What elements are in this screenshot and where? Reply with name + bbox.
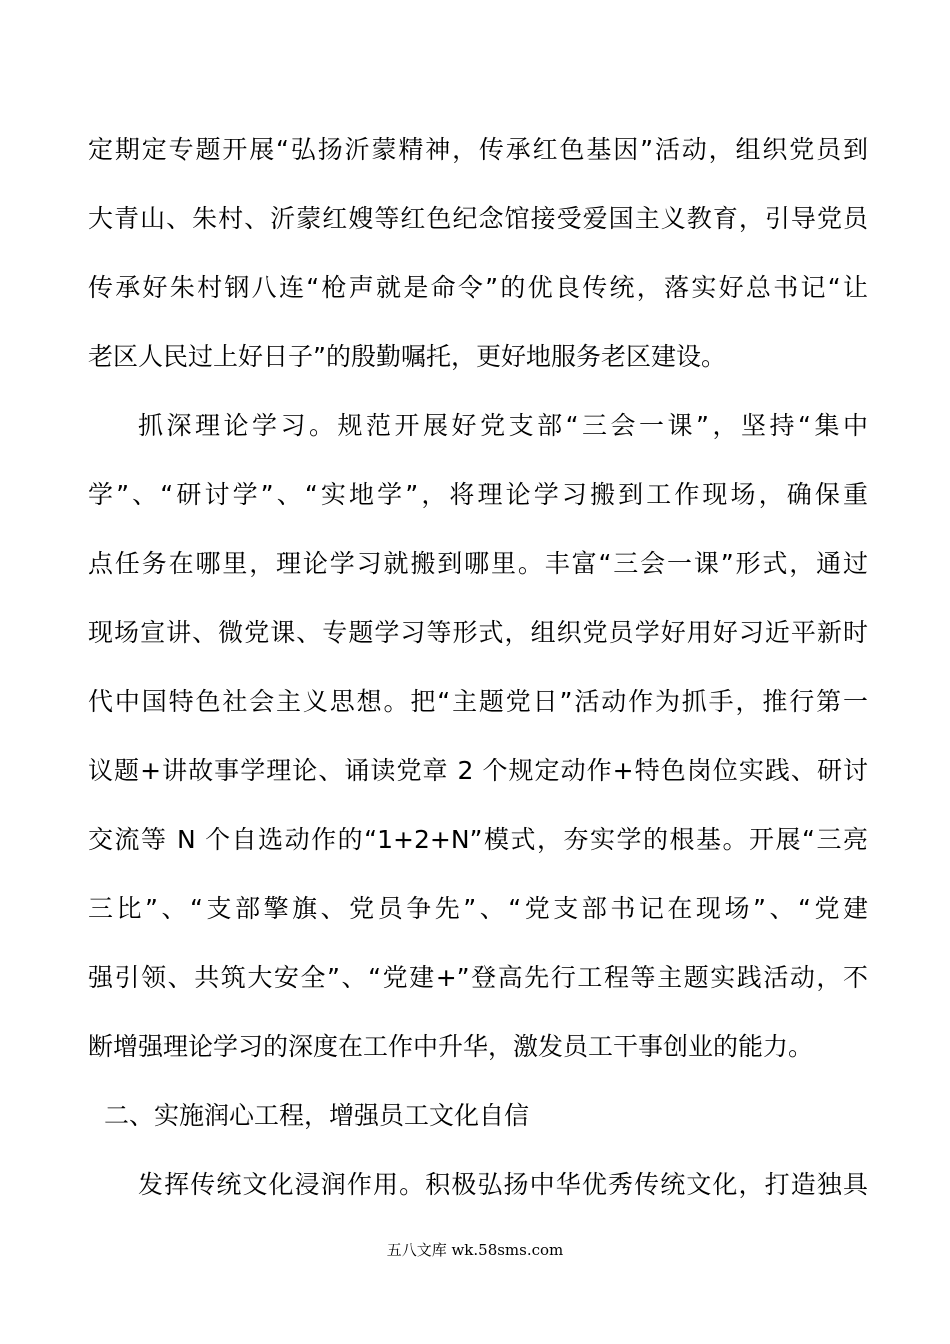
paragraph-line: 点任务在哪里，理论学习就搬到哪里。丰富“三会一课”形式，通过 [88, 549, 868, 578]
paragraph-line: 传承好朱村钢八连“枪声就是命令”的优良传统，落实好总书记“让 [88, 273, 868, 302]
section-heading: 二、实施润心工程，增强员工文化自信 [104, 1101, 530, 1130]
paragraph-line: 定期定专题开展“弘扬沂蒙精神，传承红色基因”活动，组织党员到 [88, 135, 868, 164]
paragraph-line: 断增强理论学习的深度在工作中升华，激发员工干事创业的能力。 [88, 1032, 814, 1061]
paragraph-line: 学”、“研讨学”、“实地学”，将理论学习搬到工作现场，确保重 [88, 480, 868, 509]
paragraph-line: 老区人民过上好日子”的殷勤嘱托，更好地服务老区建设。 [88, 342, 726, 371]
paragraph-line: 现场宣讲、微党课、专题学习等形式，组织党员学好用好习近平新时 [88, 618, 868, 647]
paragraph-line: 抓深理论学习。规范开展好党支部“三会一课”，坚持“集中 [138, 411, 868, 440]
paragraph-line: 发挥传统文化浸润作用。积极弘扬中华优秀传统文化，打造独具 [138, 1170, 868, 1199]
paragraph-line: 交流等 N 个自选动作的“1+2+N”模式，夯实学的根基。开展“三亮 [88, 825, 868, 854]
paragraph-line: 议题+讲故事学理论、诵读党章 2 个规定动作+特色岗位实践、研讨 [88, 756, 868, 785]
paragraph-line: 强引领、共筑大安全”、“党建+”登高先行工程等主题实践活动，不 [88, 963, 868, 992]
paragraph-line: 代中国特色社会主义思想。把“主题党日”活动作为抓手，推行第一 [88, 687, 868, 716]
paragraph-line: 三比”、“支部擎旗、党员争先”、“党支部书记在现场”、“党建 [88, 894, 868, 923]
page-footer: 五八文库 wk.58sms.com [386, 1241, 564, 1259]
paragraph-line: 大青山、朱村、沂蒙红嫂等红色纪念馆接受爱国主义教育，引导党员 [88, 204, 868, 233]
